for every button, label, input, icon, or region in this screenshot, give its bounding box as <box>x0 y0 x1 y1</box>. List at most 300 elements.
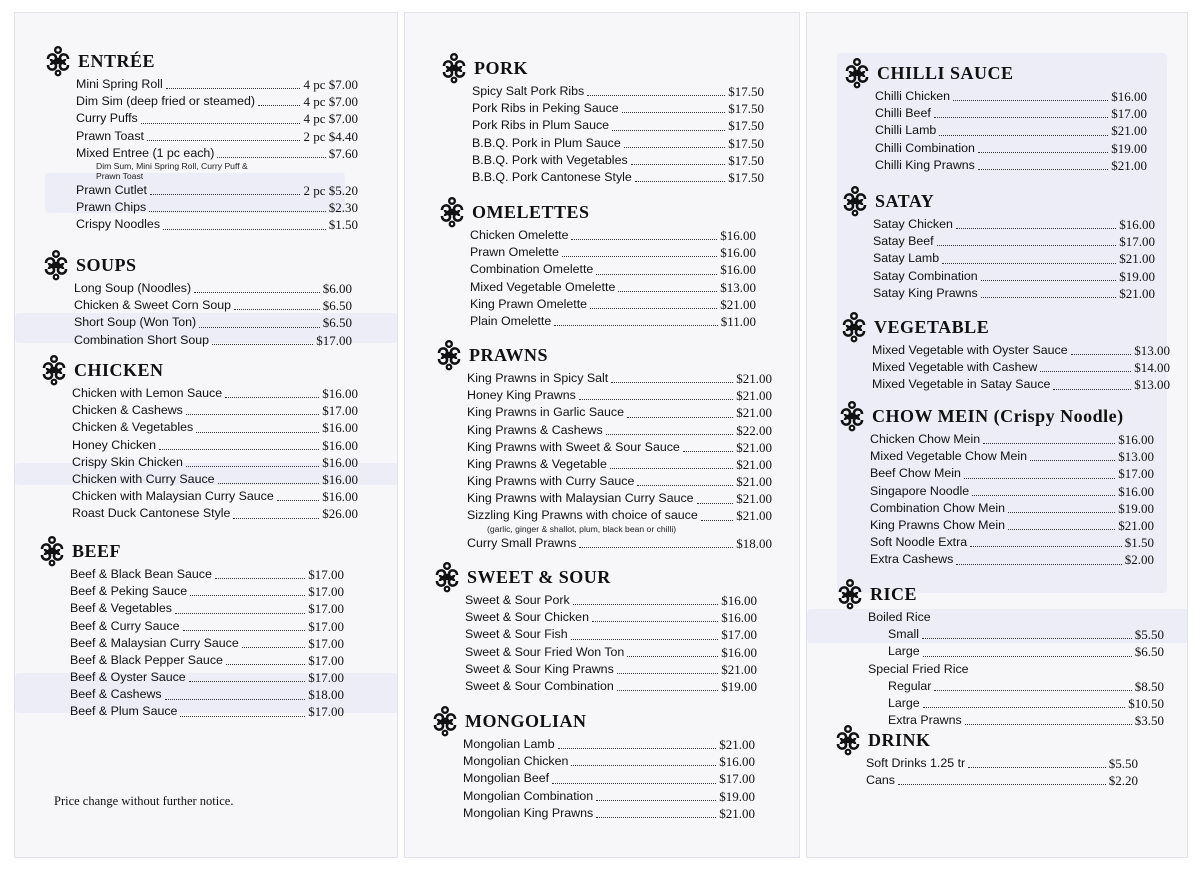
menu-item-name: Spicy Salt Pork Ribs <box>472 83 585 98</box>
menu-item-price: $22.00 <box>736 422 772 438</box>
menu-item-price: $17.00 <box>308 652 344 668</box>
menu-item-price: $21.00 <box>1119 285 1155 301</box>
section-entree <box>76 46 358 234</box>
section-title: PORK <box>474 57 528 78</box>
dot-leader <box>592 621 718 622</box>
menu-item-price: $17.50 <box>728 135 764 151</box>
menu-item-price: $21.00 <box>736 439 772 455</box>
menu-item <box>470 261 756 278</box>
menu-item-price: $2.00 <box>1124 552 1154 568</box>
menu-item-name: B.B.Q. Pork Cantonese Style <box>472 169 632 184</box>
dot-leader <box>970 546 1122 547</box>
menu-item <box>467 370 772 387</box>
section-title: DRINK <box>868 729 931 750</box>
dot-leader <box>622 112 726 113</box>
menu-item-price: $13.00 <box>1134 377 1170 393</box>
menu-item <box>463 770 755 787</box>
section-drink <box>866 725 1138 789</box>
dot-leader <box>159 449 319 450</box>
section-omelettes <box>470 197 756 330</box>
menu-item-price: $6.50 <box>322 315 352 331</box>
dot-leader <box>552 783 716 784</box>
menu-item-price: $17.50 <box>728 118 764 134</box>
menu-item <box>76 93 358 110</box>
menu-item <box>467 473 772 490</box>
menu-item <box>870 551 1154 568</box>
dot-leader <box>701 520 734 521</box>
dot-leader <box>922 638 1132 639</box>
menu-item <box>467 387 772 404</box>
menu-item-name: Satay Beef <box>873 234 934 249</box>
dot-leader <box>147 140 301 141</box>
menu-item-price: $8.50 <box>1134 678 1164 694</box>
menu-item-price: $16.00 <box>720 245 756 261</box>
menu-item-price: $7.60 <box>328 145 358 161</box>
dot-leader <box>233 518 319 519</box>
menu-item-price: $21.00 <box>1119 251 1155 267</box>
menu-item-name: Mixed Vegetable Chow Mein <box>870 449 1028 464</box>
dot-leader <box>150 194 301 195</box>
dot-leader <box>1053 389 1131 390</box>
menu-item-price: $17.00 <box>322 403 358 419</box>
dot-leader <box>258 105 300 106</box>
menu-item-note: (garlic, ginger & shallot, plum, black bean or chilli) <box>487 523 677 534</box>
menu-item-name: Beef & Oyster Sauce <box>70 670 186 685</box>
menu-item-price: 2 pc $4.40 <box>303 128 358 144</box>
section-header <box>431 706 755 736</box>
menu-item-price: $17.00 <box>308 704 344 720</box>
menu-item-name: Chilli King Prawns <box>875 157 975 172</box>
dot-leader <box>964 478 1115 479</box>
menu-item <box>873 233 1155 250</box>
menu-item-name: King Prawns & Vegetable <box>467 456 607 471</box>
dot-leader <box>618 291 717 292</box>
menu-item-name: Satay Lamb <box>873 251 940 266</box>
menu-item <box>70 600 344 617</box>
menu-item-price: $17.50 <box>728 83 764 99</box>
dot-leader <box>953 100 1108 101</box>
menu-item-price: $16.00 <box>721 592 757 608</box>
menu-item-name: King Prawns with Malaysian Curry Sauce <box>467 491 694 506</box>
dot-leader <box>194 292 320 293</box>
dot-leader <box>1071 354 1132 355</box>
menu-item <box>472 100 764 117</box>
menu-item <box>72 471 358 488</box>
section-header <box>42 250 352 280</box>
menu-item <box>868 678 1164 695</box>
menu-item <box>74 314 352 331</box>
menu-item <box>866 755 1138 772</box>
dot-leader <box>217 157 325 158</box>
menu-item-price: $1.50 <box>1124 535 1154 551</box>
menu-item-name: Beef & Black Pepper Sauce <box>70 652 223 667</box>
dot-leader <box>617 690 718 691</box>
section-sweet-and-sour <box>465 562 757 695</box>
menu-item-name: King Prawns & Cashews <box>467 422 603 437</box>
dot-leader <box>175 613 305 614</box>
menu-item-price: $17.00 <box>1118 466 1154 482</box>
menu-item-name: Mixed Vegetable with Oyster Sauce <box>872 342 1068 357</box>
section-title: CHILLI SAUCE <box>877 62 1014 83</box>
menu-item-price: 2 pc $5.20 <box>303 182 358 198</box>
menu-item-name: Mixed Entree (1 pc each) <box>76 145 215 160</box>
dot-leader <box>1040 371 1131 372</box>
menu-item-name: B.B.Q. Pork in Plum Sauce <box>472 135 621 150</box>
menu-item <box>472 135 764 152</box>
menu-item <box>72 385 358 402</box>
menu-item-price: $21.00 <box>1118 517 1154 533</box>
menu-item-name: Prawn Omelette <box>470 245 559 260</box>
menu-item <box>866 772 1138 789</box>
menu-item-name: Beef & Peking Sauce <box>70 584 188 599</box>
menu-item <box>74 297 352 314</box>
menu-item <box>870 500 1154 517</box>
menu-item <box>467 422 772 439</box>
menu-item-name: Combination Short Soup <box>74 332 210 347</box>
section-header <box>38 536 344 566</box>
menu-item-name: Mongolian Beef <box>463 771 550 786</box>
menu-item-name: Chilli Beef <box>875 106 931 121</box>
menu-item-name: Soft Drinks 1.25 tr <box>866 755 966 770</box>
menu-item-price: $16.00 <box>1111 88 1147 104</box>
dot-leader <box>180 716 305 717</box>
menu-item <box>875 157 1147 174</box>
dot-leader <box>562 256 717 257</box>
menu-item-name: Large <box>888 644 920 659</box>
menu-item-price: $19.00 <box>1119 268 1155 284</box>
menu-item-price: $17.50 <box>728 169 764 185</box>
menu-item-name: Sweet & Sour Fish <box>465 627 568 642</box>
menu-item-name: Cans <box>866 773 895 788</box>
menu-item-name: Prawn Toast <box>76 128 144 143</box>
menu-item <box>470 227 756 244</box>
menu-item-name: Mongolian Lamb <box>463 736 555 751</box>
menu-item-name: Soft Noodle Extra <box>870 535 968 550</box>
dot-leader <box>218 483 320 484</box>
menu-item-name: Sizzling King Prawns with choice of sauce <box>467 508 698 523</box>
dot-leader <box>571 639 719 640</box>
section-satay <box>873 186 1155 302</box>
menu-item-price: $16.00 <box>721 644 757 660</box>
dot-leader <box>956 228 1116 229</box>
menu-item-price: $19.00 <box>719 788 755 804</box>
ornament-icon <box>840 310 868 344</box>
dot-leader <box>697 503 734 504</box>
menu-item-price: $17.00 <box>308 584 344 600</box>
menu-item <box>70 583 344 600</box>
menu-item <box>72 402 358 419</box>
menu-item-name: Chilli Combination <box>875 140 975 155</box>
section-header <box>433 562 757 592</box>
menu-item <box>868 643 1164 660</box>
menu-item-price: $21.00 <box>736 388 772 404</box>
menu-item-name: Short Soup (Won Ton) <box>74 315 197 330</box>
menu-item-name: Honey Chicken <box>72 437 157 452</box>
menu-item-name: Satay Chicken <box>873 216 953 231</box>
section-header <box>841 186 1155 216</box>
menu-item <box>472 83 764 100</box>
dot-leader <box>587 95 725 96</box>
menu-item <box>873 216 1155 233</box>
dot-leader <box>212 344 313 345</box>
dot-leader <box>596 274 717 275</box>
dot-leader <box>611 382 733 383</box>
menu-item-name: Sweet & Sour Combination <box>465 678 614 693</box>
menu-item <box>872 342 1170 359</box>
menu-item-name: Chilli Chicken <box>875 88 951 103</box>
menu-item-price: $17.00 <box>1119 234 1155 250</box>
menu-item-price: $3.50 <box>1134 713 1164 729</box>
menu-item-price: $21.00 <box>736 491 772 507</box>
menu-item <box>70 635 344 652</box>
dot-leader <box>923 707 1126 708</box>
menu-item <box>872 359 1170 376</box>
menu-item-price: $13.00 <box>1134 342 1170 358</box>
dot-leader <box>590 308 717 309</box>
dot-leader <box>956 564 1121 565</box>
menu-item <box>70 669 344 686</box>
menu-item-price: $17.00 <box>308 566 344 582</box>
menu-item-name: Beef & Curry Sauce <box>70 618 180 633</box>
menu-item-price: $17.00 <box>308 635 344 651</box>
menu-item <box>470 279 756 296</box>
menu-item-price: $16.00 <box>322 471 358 487</box>
menu-item-name: King Prawns Chow Mein <box>870 517 1005 532</box>
menu-item <box>467 456 772 473</box>
dot-leader <box>596 800 716 801</box>
menu-item-price: $21.00 <box>719 736 755 752</box>
menu-item-price: $1.50 <box>328 217 358 233</box>
dot-leader <box>923 656 1132 657</box>
section-pork <box>472 53 764 186</box>
section-chilli-sauce <box>875 58 1147 174</box>
menu-item-name: Mixed Vegetable with Cashew <box>872 360 1038 375</box>
menu-item <box>470 313 756 330</box>
menu-item-name: Prawn Chips <box>76 200 147 215</box>
section-vegetable <box>872 312 1170 394</box>
dot-leader <box>215 578 305 579</box>
menu-item <box>870 517 1154 534</box>
dot-leader <box>277 500 319 501</box>
section-mongolian <box>463 706 755 822</box>
menu-item-price: $10.50 <box>1128 695 1164 711</box>
menu-item-price: $16.00 <box>322 385 358 401</box>
menu-item <box>873 285 1155 302</box>
menu-item-price: $17.00 <box>308 618 344 634</box>
dot-leader <box>627 656 718 657</box>
menu-item-note: Dim Sum, Mini Spring Roll, Curry Puff & Prawn Toast <box>96 160 248 181</box>
menu-item-price: $11.00 <box>720 313 756 329</box>
ornament-icon <box>841 184 869 218</box>
menu-item-price: $21.00 <box>721 661 757 677</box>
menu-item <box>76 76 358 93</box>
menu-item-name: Beef & Black Bean Sauce <box>70 566 212 581</box>
menu-item-price: $16.00 <box>322 437 358 453</box>
dot-leader <box>579 399 733 400</box>
dot-leader <box>981 280 1117 281</box>
menu-item <box>875 88 1147 105</box>
menu-item <box>463 788 755 805</box>
section-chicken <box>72 355 358 523</box>
dot-leader <box>141 123 301 124</box>
menu-item <box>76 128 358 145</box>
section-prawns <box>467 340 772 552</box>
menu-item-price: $21.00 <box>719 805 755 821</box>
menu-item <box>870 483 1154 500</box>
menu-item-name: Long Soup (Noodles) <box>74 280 192 295</box>
menu-item <box>76 199 358 216</box>
menu-item-price: $17.50 <box>728 152 764 168</box>
menu-item-name: Chicken Omelette <box>470 227 569 242</box>
dot-leader <box>149 211 326 212</box>
menu-item <box>467 508 772 525</box>
menu-item <box>76 216 358 233</box>
menu-item-price: $21.00 <box>736 370 772 386</box>
menu-item <box>872 376 1170 393</box>
menu-item <box>470 296 756 313</box>
menu-item-price: $16.00 <box>322 454 358 470</box>
menu-item-price: $21.00 <box>736 405 772 421</box>
section-header <box>40 355 358 385</box>
menu-item <box>472 152 764 169</box>
dot-leader <box>579 547 733 548</box>
menu-item <box>72 419 358 436</box>
menu-item-name: Regular <box>888 678 932 693</box>
menu-item-price: $2.30 <box>328 200 358 216</box>
section-rice <box>868 579 1164 729</box>
menu-item-name: Curry Small Prawns <box>467 535 577 550</box>
menu-item-price: $19.00 <box>721 678 757 694</box>
menu-item-price: $21.00 <box>1111 157 1147 173</box>
ornament-icon <box>38 534 66 568</box>
menu-group-label: Boiled Rice <box>868 610 931 624</box>
menu-item-price: $21.00 <box>736 456 772 472</box>
menu-item-name: Honey King Prawns <box>467 388 576 403</box>
ornament-icon <box>433 560 461 594</box>
menu-item-name: Beef Chow Mein <box>870 466 961 481</box>
menu-item-name: King Prawns with Sweet & Sour Sauce <box>467 439 680 454</box>
dot-leader <box>635 181 725 182</box>
menu-item <box>870 534 1154 551</box>
dot-leader <box>1030 460 1115 461</box>
menu-item-name: Pork Ribs in Plum Sauce <box>472 118 610 133</box>
menu-item <box>72 488 358 505</box>
menu-item-name: Combination Omelette <box>470 262 594 277</box>
menu-item-price: $16.00 <box>1118 483 1154 499</box>
menu-item <box>465 661 757 678</box>
dot-leader <box>186 466 319 467</box>
menu-item-price: $17.00 <box>1111 106 1147 122</box>
ornament-icon <box>438 195 466 229</box>
menu-item-price: $16.00 <box>719 754 755 770</box>
menu-item-name: Beef & Cashews <box>70 687 162 702</box>
dot-leader <box>968 767 1106 768</box>
menu-item-price: $6.50 <box>322 298 352 314</box>
menu-item <box>70 686 344 703</box>
dot-leader <box>190 595 305 596</box>
menu-item-name: Chicken & Sweet Corn Soup <box>74 298 232 313</box>
ornament-icon <box>44 44 72 78</box>
section-soups <box>74 250 352 349</box>
dot-leader <box>637 485 733 486</box>
menu-item-name: Mixed Vegetable in Satay Sauce <box>872 377 1051 392</box>
menu-item-price: $19.00 <box>1111 140 1147 156</box>
dot-leader <box>983 443 1115 444</box>
dot-leader <box>166 88 301 89</box>
dot-leader <box>610 468 733 469</box>
menu-item-name: King Prawns in Spicy Salt <box>467 370 609 385</box>
menu-item-name: Chicken Chow Mein <box>870 431 981 446</box>
dot-leader <box>189 681 306 682</box>
menu-item-name: Chicken & Cashews <box>72 403 183 418</box>
menu-item-price: $16.00 <box>322 420 358 436</box>
dot-leader <box>898 784 1106 785</box>
menu-item-price: $14.00 <box>1134 360 1170 376</box>
menu-item <box>72 437 358 454</box>
menu-item-name: Mini Spring Roll <box>76 76 163 91</box>
menu-item-name: Pork Ribs in Peking Sauce <box>472 101 619 116</box>
dot-leader <box>163 229 326 230</box>
section-title: CHICKEN <box>74 359 164 380</box>
menu-item-name: Large <box>888 695 920 710</box>
menu-item <box>868 626 1164 643</box>
section-header <box>440 53 764 83</box>
menu-item-price: $21.00 <box>736 508 772 524</box>
menu-item-price: $13.00 <box>1118 449 1154 465</box>
dot-leader <box>978 169 1108 170</box>
dot-leader <box>242 647 306 648</box>
menu-item-name: Prawn Cutlet <box>76 182 147 197</box>
menu-item <box>70 652 344 669</box>
menu-item <box>470 244 756 261</box>
menu-item <box>870 448 1154 465</box>
menu-item <box>72 454 358 471</box>
menu-item-name: Beef & Vegetables <box>70 601 172 616</box>
menu-item-price: 4 pc $7.00 <box>303 76 358 92</box>
menu-item-name: Curry Puffs <box>76 111 138 126</box>
section-title: CHOW MEIN (Crispy Noodle) <box>872 405 1124 426</box>
menu-item <box>465 644 757 661</box>
menu-group-label: Special Fried Rice <box>868 661 969 676</box>
section-title: OMELETTES <box>472 201 590 222</box>
section-title: PRAWNS <box>469 344 549 365</box>
menu-item-price: $16.00 <box>322 489 358 505</box>
menu-item-name: Mongolian Chicken <box>463 754 569 769</box>
section-beef <box>70 536 344 721</box>
menu-item-name: Chicken with Lemon Sauce <box>72 385 223 400</box>
dot-leader <box>234 309 320 310</box>
section-title: ENTRÉE <box>78 50 156 71</box>
section-header <box>843 58 1147 88</box>
menu-item-price: $26.00 <box>322 506 358 522</box>
menu-item <box>875 140 1147 157</box>
menu-item-name: Sweet & Sour Fried Won Ton <box>465 644 625 659</box>
menu-item-price: $16.00 <box>1119 216 1155 232</box>
dot-leader <box>683 451 733 452</box>
menu-item <box>76 110 358 127</box>
menu-item-name: Chicken with Malaysian Curry Sauce <box>72 489 274 504</box>
menu-item-name: Chicken & Vegetables <box>72 420 194 435</box>
dot-leader <box>196 432 319 433</box>
dot-leader <box>225 397 319 398</box>
dot-leader <box>596 817 716 818</box>
menu-item-price: $16.00 <box>720 227 756 243</box>
price-change-notice: Price change without further notice. <box>54 794 234 808</box>
dot-leader <box>934 690 1131 691</box>
menu-item <box>465 626 757 643</box>
section-title: SATAY <box>875 190 935 211</box>
menu-item-name: Sweet & Sour Pork <box>465 592 570 607</box>
